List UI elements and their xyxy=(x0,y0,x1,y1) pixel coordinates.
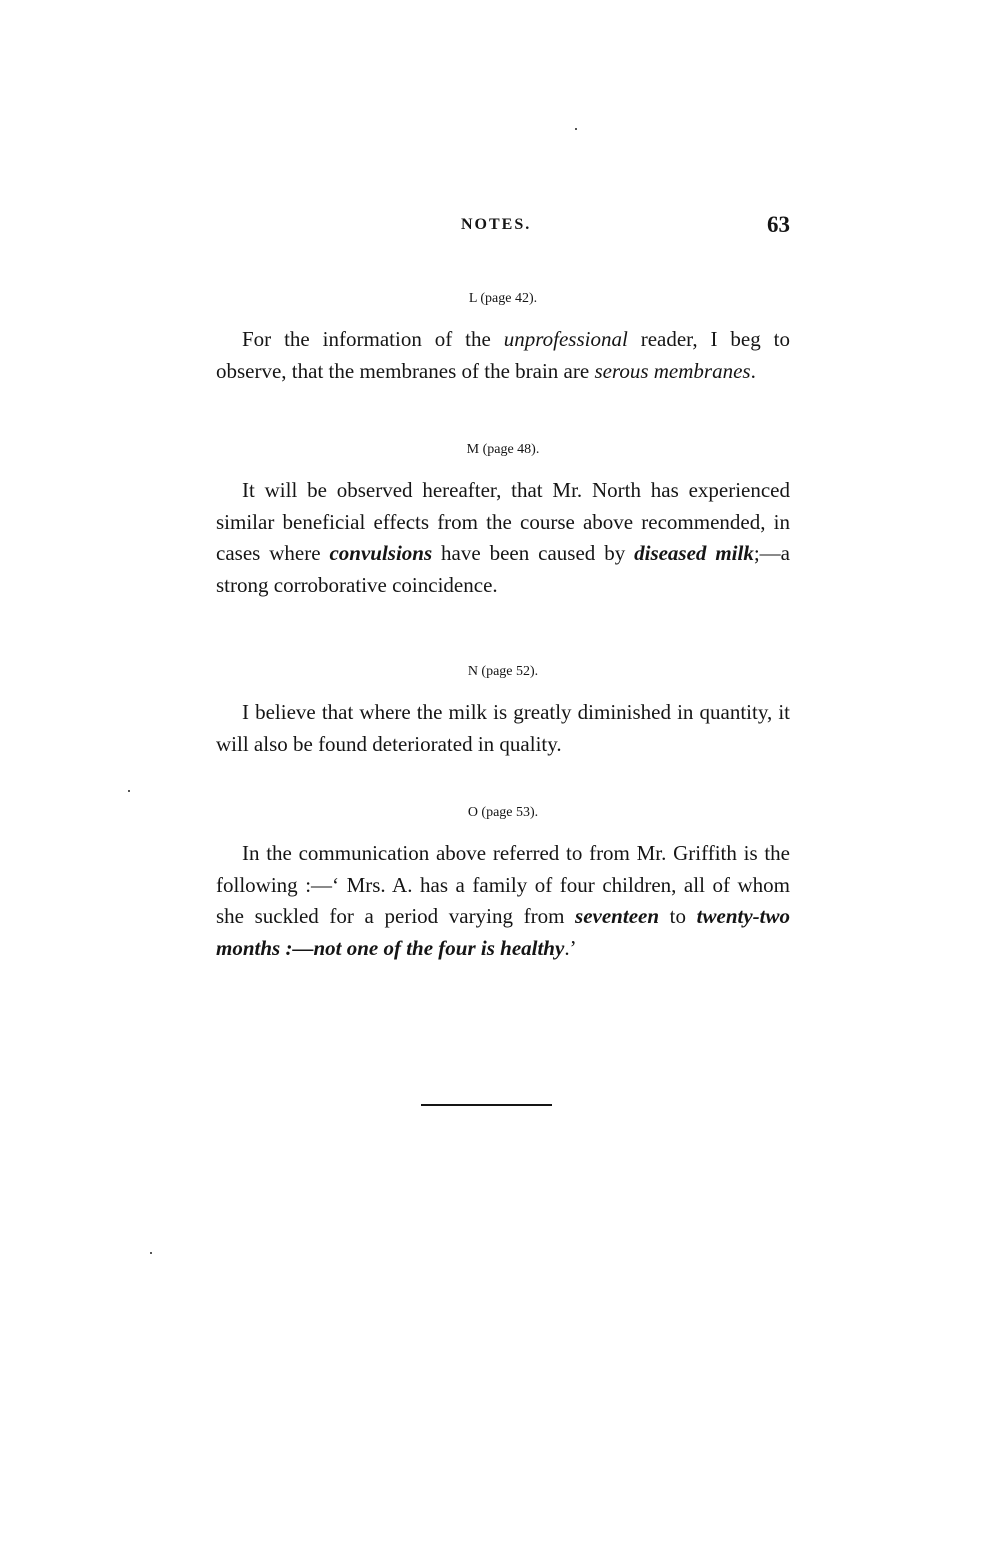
emphasis-text: seventeen xyxy=(575,904,660,928)
end-rule xyxy=(421,1104,552,1106)
emphasis-text: diseased milk xyxy=(634,541,754,565)
page-header xyxy=(216,212,790,242)
note-heading: L (page 42). xyxy=(468,291,538,306)
note-heading: O (page 53). xyxy=(467,805,539,820)
note-heading: N (page 52). xyxy=(467,664,539,679)
note-o xyxy=(216,804,790,964)
running-head: NOTES. xyxy=(461,216,532,233)
note-body: In the communication above referred to from Mr. Griffith is the following :—‘ Mrs. A. has a family of four children, all of whom she suckled for a period varying from seventeen to twenty-two months :—not one of the four is healthy.’ xyxy=(216,841,790,960)
note-l xyxy=(216,290,790,387)
note-body: I believe that where the milk is greatly diminished in quantity, it will also be found deteriorated in quality. xyxy=(216,700,790,756)
emphasis-text: convulsions xyxy=(329,541,433,565)
note-n xyxy=(216,663,790,760)
emphasis-text: twenty-two months :—not one of the four is healthy xyxy=(216,904,790,960)
note-body: For the information of the unprofessional reader, I beg to observe, that the membranes of the brain are serous membranes. xyxy=(216,327,790,383)
note-body: It will be observed hereafter, that Mr. North has experienced similar beneficial effects from the course above recommended, in cases where convulsions have been caused by diseased milk;—a strong corroborative coincidence. xyxy=(216,478,790,597)
note-m xyxy=(216,441,790,601)
emphasis-text: unprofessional xyxy=(503,327,628,351)
print-speck xyxy=(150,1252,152,1254)
print-speck xyxy=(128,790,130,792)
page-number: 63 xyxy=(767,212,790,237)
note-heading: M (page 48). xyxy=(466,442,540,457)
emphasis-text: serous membranes xyxy=(594,358,751,383)
print-speck xyxy=(575,128,577,130)
